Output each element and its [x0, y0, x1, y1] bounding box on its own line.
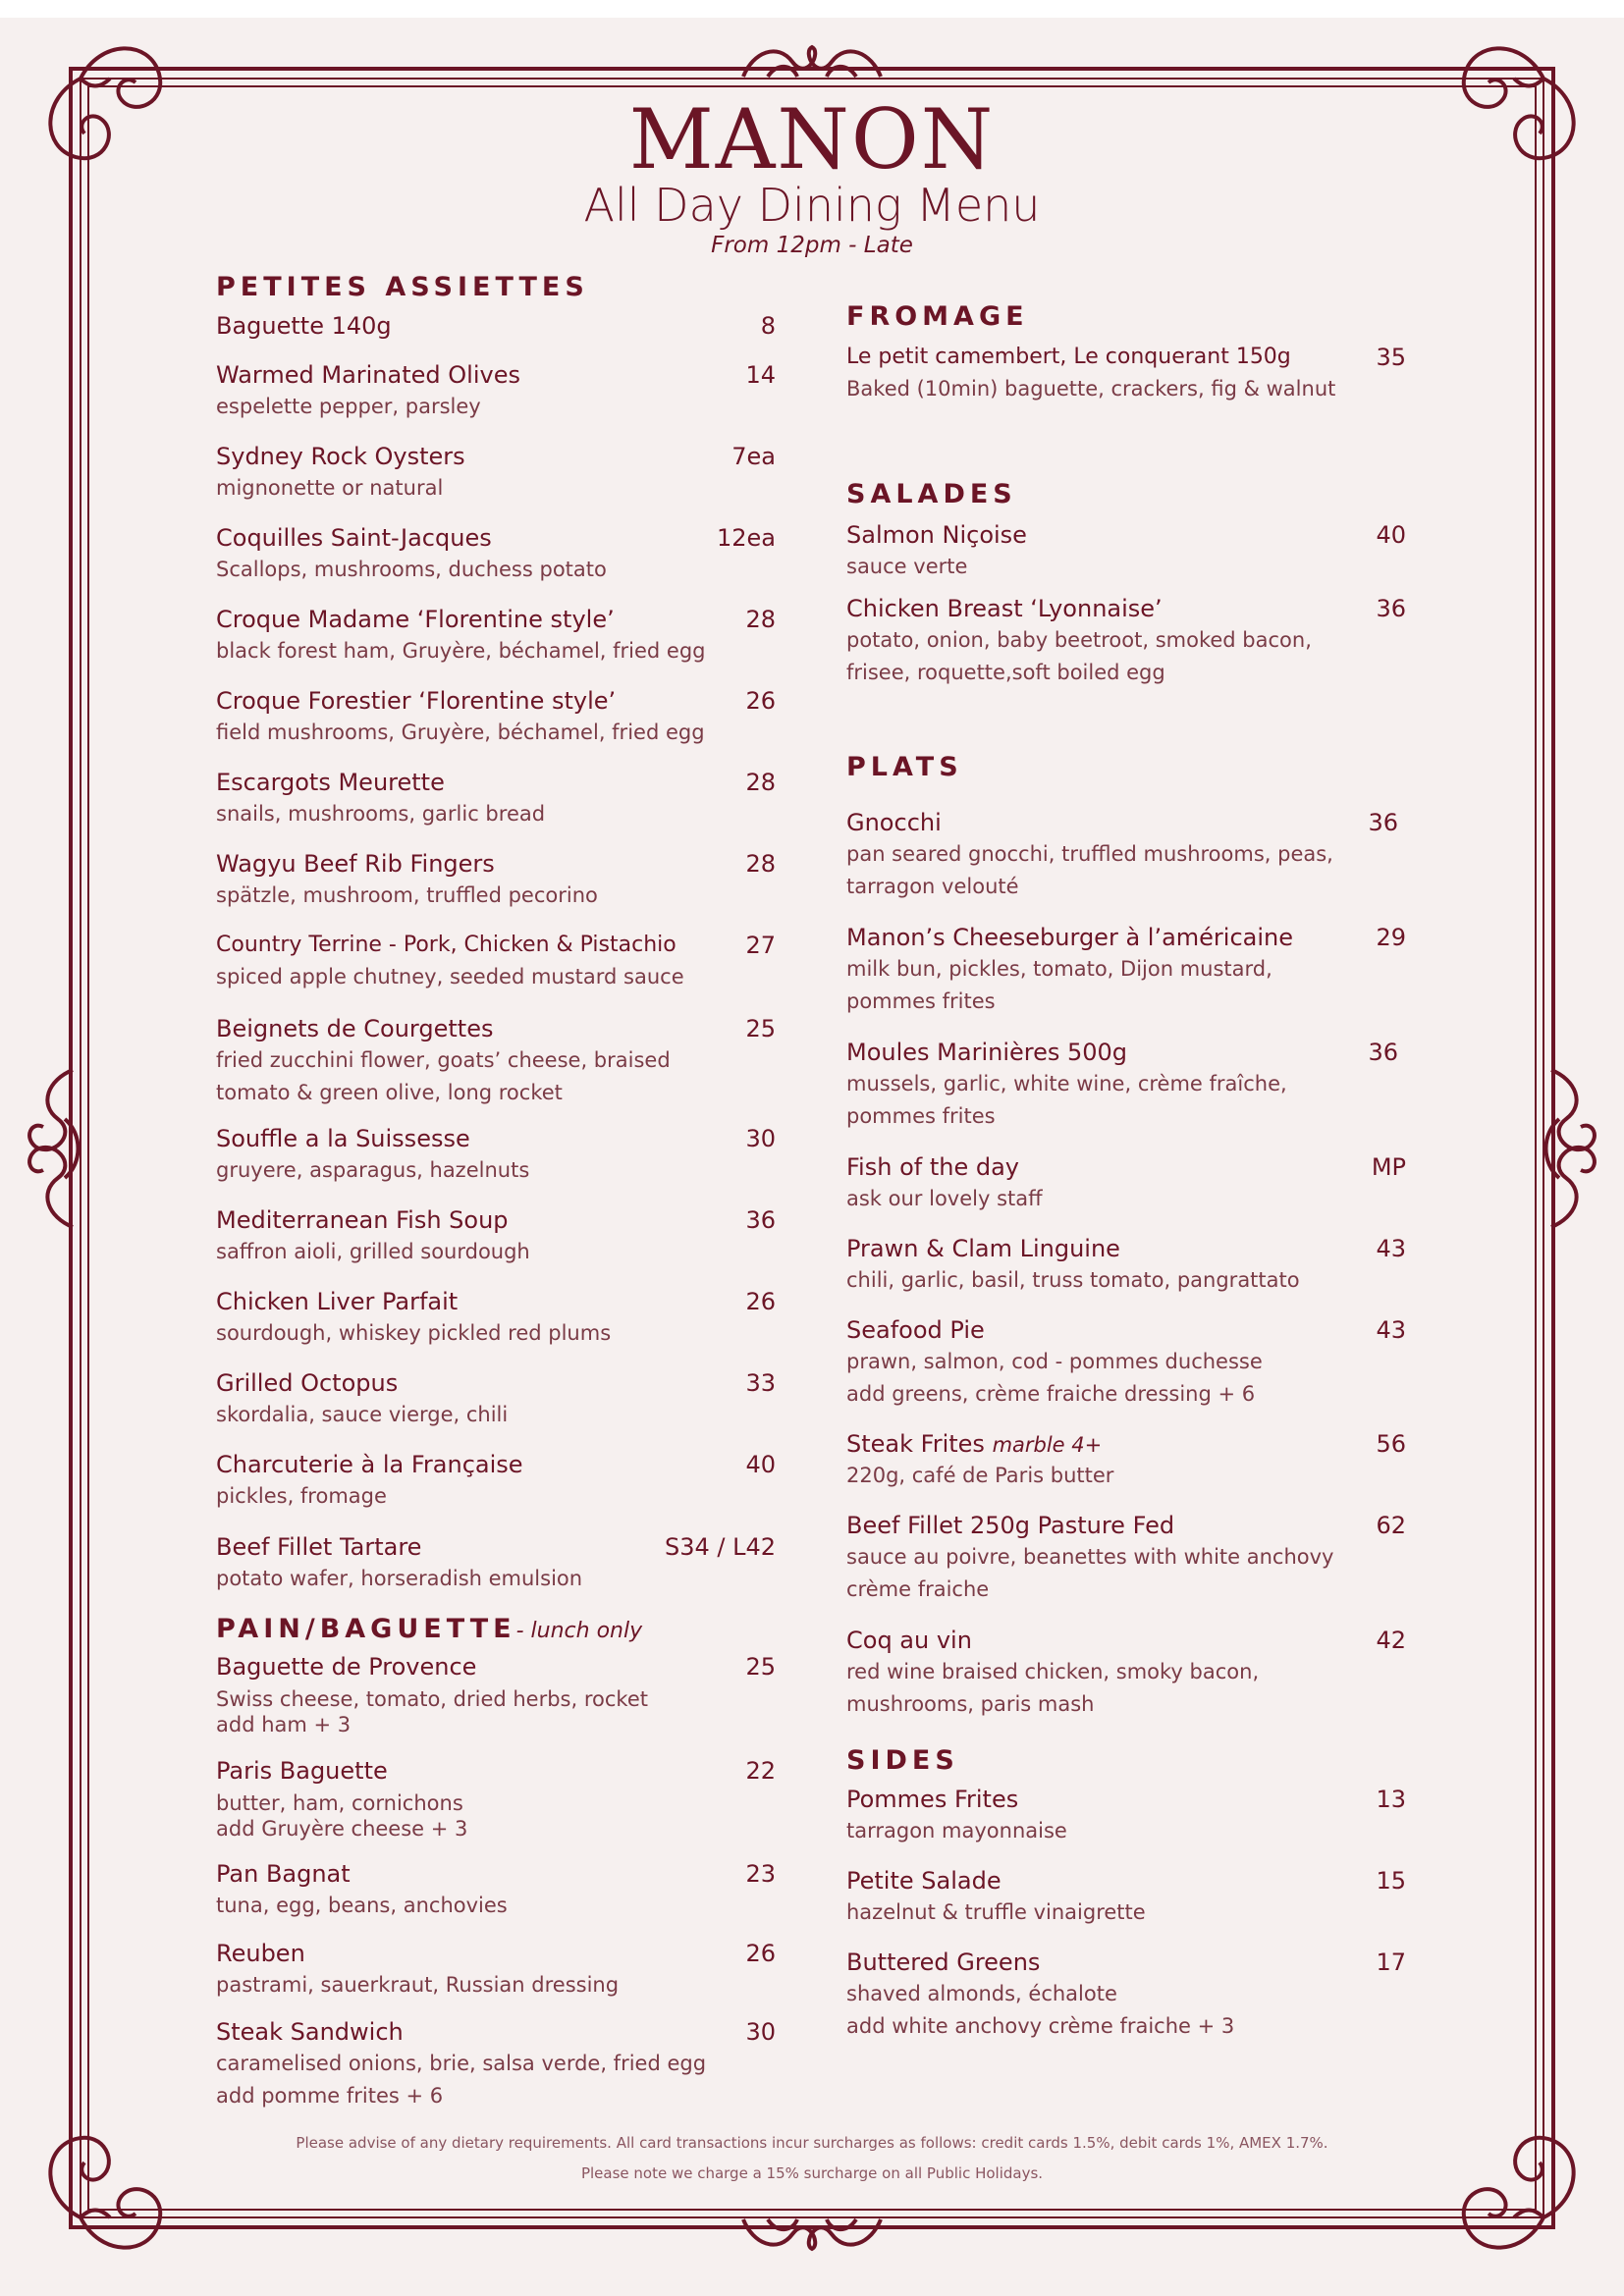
item-price: 35	[1376, 344, 1406, 371]
item-name: Baguette de Provence	[216, 1653, 477, 1681]
menu-hours: From 12pm - Late	[711, 233, 913, 258]
item-price: 25	[745, 1653, 776, 1681]
item-name: Baguette 140g	[216, 312, 392, 340]
item-price: 17	[1376, 1949, 1406, 1976]
section-title-text: PAIN/BAGUETTE	[216, 1614, 516, 1644]
item-description: sauce verte	[846, 555, 968, 578]
item-name: Charcuterie à la Française	[216, 1451, 523, 1478]
item-name: Souffle a la Suissesse	[216, 1125, 470, 1152]
item-price: 29	[1376, 924, 1406, 951]
menu-item	[216, 1013, 776, 1109]
item-description: saffron aioli, grilled sourdough	[216, 1240, 530, 1263]
item-price: 43	[1376, 1316, 1406, 1344]
item-price: 13	[1376, 1786, 1406, 1813]
item-price: 12ea	[716, 524, 776, 552]
item-price: 26	[745, 1940, 776, 1967]
item-description: Swiss cheese, tomato, dried herbs, rocket	[216, 1687, 648, 1711]
menu-item	[216, 1123, 776, 1187]
item-price: 56	[1376, 1430, 1406, 1458]
item-name: Seafood Pie	[846, 1316, 985, 1344]
menu-item	[846, 807, 1406, 903]
menu-item	[216, 1204, 776, 1268]
item-description: prawn, salmon, cod - pommes duchesse	[846, 1350, 1263, 1373]
item-name: Petite Salade	[846, 1867, 1001, 1895]
section-title-plats: PLATS	[846, 752, 963, 782]
menu-item	[846, 519, 1406, 583]
menu-item	[216, 310, 776, 342]
item-description: mushrooms, paris mash	[846, 1692, 1095, 1716]
item-price: 42	[1376, 1627, 1406, 1654]
item-name: Grilled Octopus	[216, 1369, 399, 1397]
menu-item	[216, 1755, 776, 1842]
menu-item	[846, 1625, 1406, 1721]
item-name: Reuben	[216, 1940, 305, 1967]
item-name: Chicken Breast ‘Lyonnaise’	[846, 595, 1163, 622]
item-description: ask our lovely staff	[846, 1187, 1043, 1210]
item-description: potato wafer, horseradish emulsion	[216, 1567, 583, 1590]
item-description: frisee, roquette,soft boiled egg	[846, 661, 1165, 684]
item-description: tomato & green olive, long rocket	[216, 1081, 563, 1104]
menu-item	[846, 1428, 1406, 1492]
item-description: add white anchovy crème fraiche + 3	[846, 2014, 1235, 2038]
item-name: Pommes Frites	[846, 1786, 1019, 1813]
item-description: pan seared gnocchi, truffled mushrooms, peas,	[846, 842, 1333, 866]
menu-item	[216, 1449, 776, 1513]
section-title-salades: SALADES	[846, 479, 1017, 509]
item-name: Buttered Greens	[846, 1949, 1041, 1976]
item-name: Chicken Liver Parfait	[216, 1288, 459, 1315]
menu-item	[846, 1510, 1406, 1606]
item-price: 36	[1368, 809, 1398, 836]
item-description: spätzle, mushroom, truffled pecorino	[216, 883, 598, 907]
item-price: 36	[1368, 1039, 1398, 1066]
item-description: espelette pepper, parsley	[216, 395, 481, 418]
item-description: pickles, fromage	[216, 1484, 387, 1508]
item-name: Wagyu Beef Rib Fingers	[216, 850, 495, 878]
item-description: snails, mushrooms, garlic bread	[216, 802, 546, 826]
item-price: 14	[745, 361, 776, 389]
menu-item	[846, 1784, 1406, 1847]
item-description: add greens, crème fraiche dressing + 6	[846, 1382, 1256, 1406]
menu-item	[846, 593, 1406, 689]
item-name: Steak Sandwich	[216, 2018, 404, 2046]
menu-item	[216, 1858, 776, 1922]
item-name: Croque Forestier ‘Florentine style’	[216, 687, 617, 715]
section-title-pain-baguette	[216, 1616, 642, 1642]
item-price: 7ea	[731, 443, 776, 470]
item-description: shaved almonds, échalote	[846, 1982, 1117, 2005]
section-title-sides: SIDES	[846, 1745, 959, 1776]
item-description: field mushrooms, Gruyère, béchamel, fried egg	[216, 721, 705, 744]
item-description: black forest ham, Gruyère, béchamel, fried egg	[216, 639, 706, 663]
item-description: 220g, café de Paris butter	[846, 1464, 1114, 1487]
item-price: 28	[745, 769, 776, 796]
section-title-petites-assiettes: PETITES ASSIETTES	[216, 272, 589, 302]
menu-item	[846, 1233, 1406, 1297]
menu-item	[846, 342, 1406, 405]
menu-item	[846, 1947, 1406, 2043]
item-description: spiced apple chutney, seeded mustard sauce	[216, 965, 684, 988]
item-price: 36	[745, 1206, 776, 1234]
item-price: 30	[745, 2018, 776, 2046]
menu-item	[216, 604, 776, 667]
menu-item	[846, 1151, 1406, 1215]
item-name: Beignets de Courgettes	[216, 1015, 494, 1042]
item-description: Scallops, mushrooms, duchess potato	[216, 558, 607, 581]
menu-item	[216, 930, 776, 993]
item-price: 25	[745, 1015, 776, 1042]
item-price: 8	[760, 312, 776, 340]
item-name: Le petit camembert, Le conquerant 150g	[846, 345, 1291, 369]
item-description: Baked (10min) baguette, crackers, fig & walnut	[846, 377, 1336, 400]
item-name-text: Steak Frites	[846, 1430, 985, 1458]
item-name: Paris Baguette	[216, 1757, 388, 1785]
menu-item	[846, 1037, 1406, 1133]
item-description: potato, onion, baby beetroot, smoked bacon,	[846, 628, 1312, 652]
item-description: tarragon velouté	[846, 875, 1019, 898]
item-description: butter, ham, cornichons	[216, 1791, 463, 1815]
item-name: Mediterranean Fish Soup	[216, 1206, 509, 1234]
item-description: caramelised onions, brie, salsa verde, fried egg	[216, 2052, 707, 2075]
item-description: sauce au poivre, beanettes with white anchovy	[846, 1545, 1334, 1569]
item-name: Prawn & Clam Linguine	[846, 1235, 1120, 1262]
menu-item	[846, 1865, 1406, 1929]
item-name: Salmon Niçoise	[846, 521, 1027, 549]
item-description: add pomme frites + 6	[216, 2084, 444, 2108]
item-price: 26	[745, 1288, 776, 1315]
menu-item	[846, 1314, 1406, 1411]
item-name: Beef Fillet 250g Pasture Fed	[846, 1512, 1175, 1539]
item-description: crème fraiche	[846, 1577, 990, 1601]
item-name: Pan Bagnat	[216, 1860, 351, 1888]
item-price: 22	[745, 1757, 776, 1785]
item-description: milk bun, pickles, tomato, Dijon mustard,	[846, 957, 1272, 981]
menu-item	[216, 441, 776, 505]
item-price: 40	[745, 1451, 776, 1478]
item-price: 30	[745, 1125, 776, 1152]
menu-item	[216, 1531, 776, 1595]
item-name: Country Terrine - Pork, Chicken & Pistachio	[216, 933, 677, 957]
menu-item	[216, 1938, 776, 2002]
menu-item	[846, 922, 1406, 1018]
menu-item	[216, 1651, 776, 1737]
item-description: mussels, garlic, white wine, crème fraîche,	[846, 1072, 1287, 1095]
item-price: 28	[745, 850, 776, 878]
item-description: add ham + 3	[216, 1713, 352, 1736]
item-description: mignonette or natural	[216, 476, 444, 500]
item-price: 26	[745, 687, 776, 715]
menu-subtitle: All Day Dining Menu	[583, 179, 1041, 232]
menu-item	[216, 767, 776, 830]
brand-logo: MANON	[628, 91, 996, 187]
item-price: 36	[1376, 595, 1406, 622]
section-title-fromage: FROMAGE	[846, 301, 1029, 332]
menu-item	[216, 2016, 776, 2112]
item-description: hazelnut & truffle vinaigrette	[846, 1900, 1146, 1924]
item-price: 40	[1376, 521, 1406, 549]
item-name: Coq au vin	[846, 1627, 972, 1654]
item-description: tuna, egg, beans, anchovies	[216, 1894, 508, 1917]
item-price: 28	[745, 606, 776, 633]
menu-item	[216, 1286, 776, 1350]
item-description: chili, garlic, basil, truss tomato, pangrattato	[846, 1268, 1300, 1292]
item-description: add Gruyère cheese + 3	[216, 1817, 468, 1841]
item-price: S34 / L42	[664, 1533, 776, 1561]
menu-item	[216, 685, 776, 749]
item-description: skordalia, sauce vierge, chili	[216, 1403, 509, 1426]
item-description: pommes frites	[846, 989, 996, 1013]
item-description: sourdough, whiskey pickled red plums	[216, 1321, 612, 1345]
item-name: Beef Fillet Tartare	[216, 1533, 422, 1561]
menu-item	[216, 522, 776, 586]
item-name: Escargots Meurette	[216, 769, 445, 796]
item-description: pastrami, sauerkraut, Russian dressing	[216, 1973, 620, 1997]
item-price: 43	[1376, 1235, 1406, 1262]
menu-item	[216, 848, 776, 912]
item-name: Gnocchi	[846, 809, 942, 836]
footer-surcharge-note: Please advise of any dietary requirements. All card transactions incur surcharges as follows: credit cards 1.5%, debit cards 1%, AMEX 1.7%.	[296, 2134, 1328, 2152]
item-price: MP	[1371, 1153, 1406, 1181]
item-name	[846, 1428, 1102, 1461]
item-description: fried zucchini flower, goats’ cheese, braised	[216, 1048, 671, 1072]
item-name: Manon’s Cheeseburger à l’américaine	[846, 924, 1294, 951]
item-price: 33	[745, 1369, 776, 1397]
menu-item	[216, 359, 776, 423]
item-description: tarragon mayonnaise	[846, 1819, 1067, 1842]
item-name: Coquilles Saint-Jacques	[216, 524, 492, 552]
item-price: 15	[1376, 1867, 1406, 1895]
item-price: 62	[1376, 1512, 1406, 1539]
item-name: Moules Marinières 500g	[846, 1039, 1128, 1066]
item-name: Croque Madame ‘Florentine style’	[216, 606, 615, 633]
item-price: 23	[745, 1860, 776, 1888]
item-name: Warmed Marinated Olives	[216, 361, 520, 389]
item-description: gruyere, asparagus, hazelnuts	[216, 1158, 530, 1182]
menu-item	[216, 1367, 776, 1431]
item-name: Sydney Rock Oysters	[216, 443, 465, 470]
item-name-note: marble 4+	[992, 1433, 1103, 1457]
item-name: Fish of the day	[846, 1153, 1019, 1181]
item-description: red wine braised chicken, smoky bacon,	[846, 1660, 1260, 1683]
item-description: pommes frites	[846, 1104, 996, 1128]
section-note: - lunch only	[515, 1619, 643, 1643]
footer-holiday-note: Please note we charge a 15% surcharge on all Public Holidays.	[580, 2164, 1044, 2182]
item-price: 27	[745, 932, 776, 959]
